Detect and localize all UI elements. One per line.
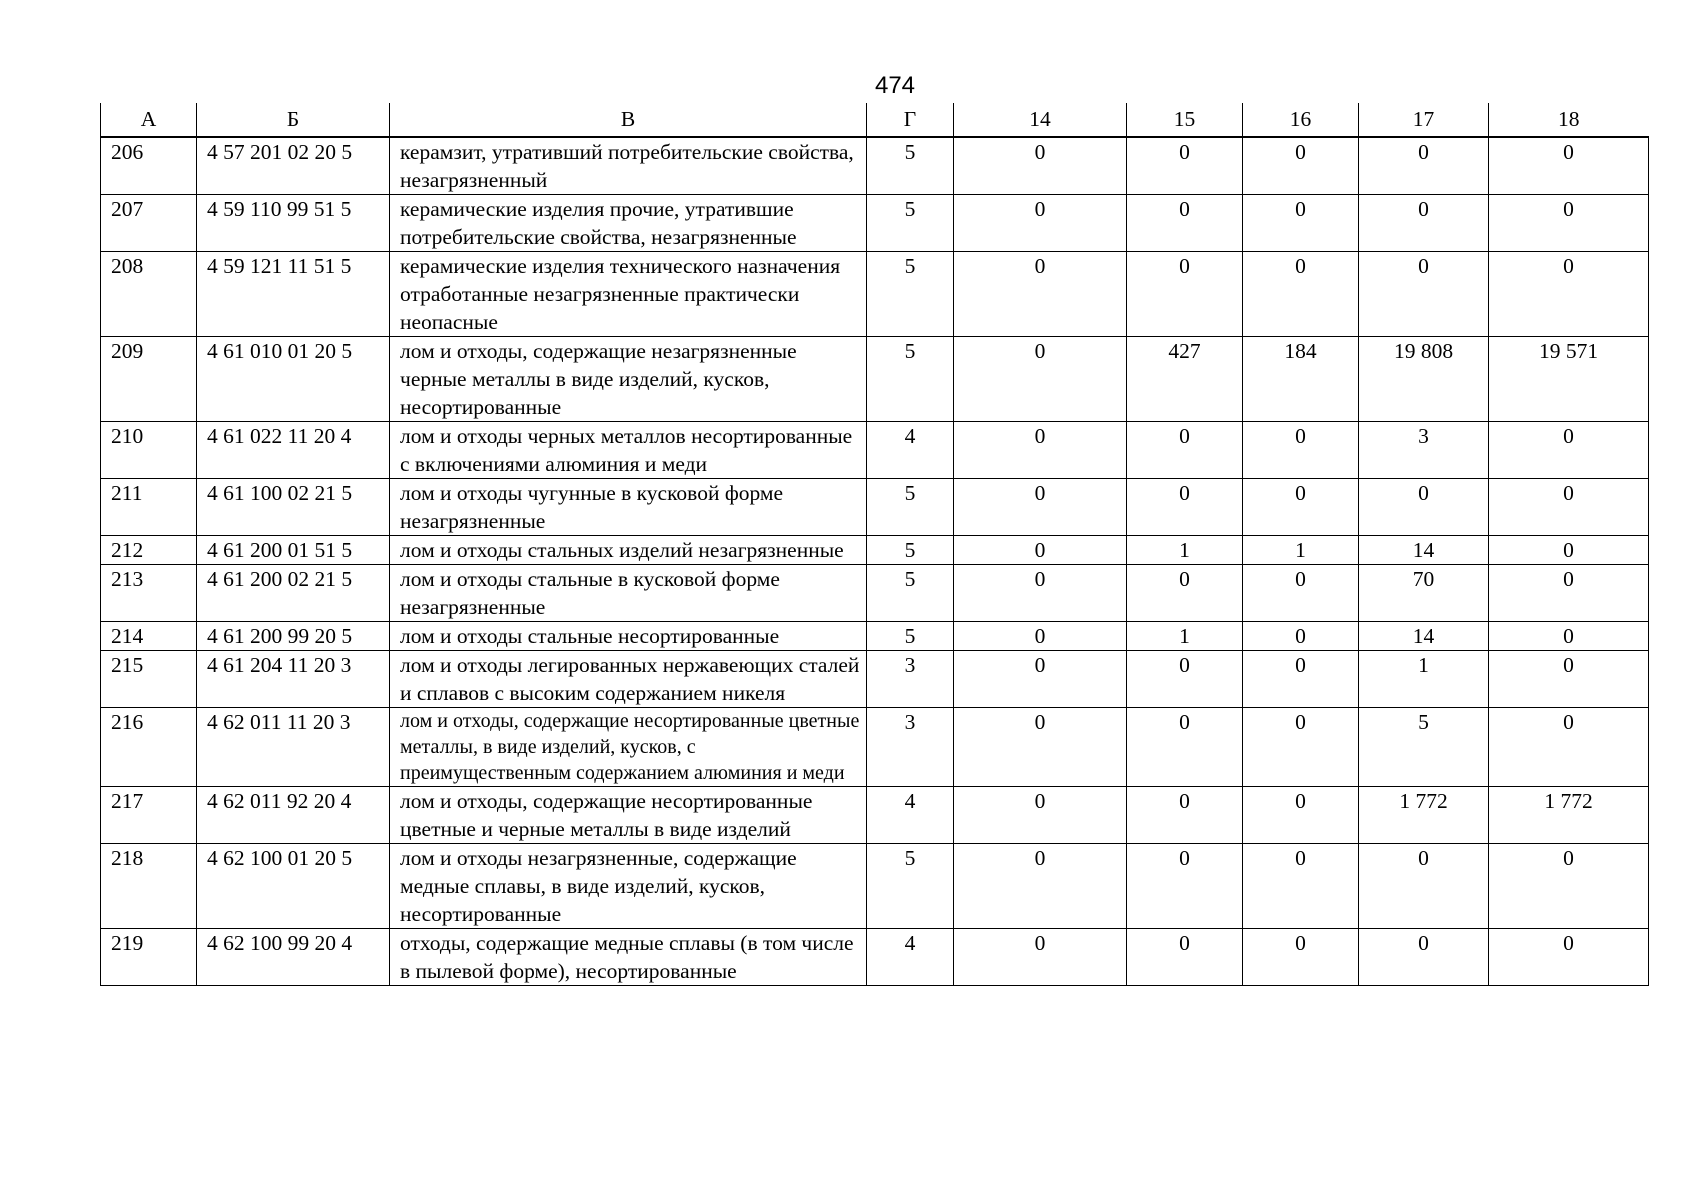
table-row (101, 708, 1649, 787)
cell-hazard-class: 3 (867, 708, 954, 787)
cell-waste-code: 4 62 100 01 20 5 (197, 844, 390, 929)
cell-waste-code: 4 59 121 11 51 5 (197, 252, 390, 337)
cell-waste-code: 4 62 100 99 20 4 (197, 929, 390, 986)
cell-col-18: 0 (1489, 479, 1649, 536)
table-row (101, 651, 1649, 708)
cell-col-15: 0 (1127, 195, 1243, 252)
cell-col-18: 0 (1489, 651, 1649, 708)
cell-col-17: 0 (1359, 479, 1489, 536)
cell-hazard-class: 5 (867, 252, 954, 337)
cell-waste-name: керамические изделия прочие, утратившие потребительские свойства, незагрязненные (390, 195, 867, 252)
cell-col-15: 0 (1127, 787, 1243, 844)
cell-row-number: 217 (101, 787, 197, 844)
cell-row-number: 212 (101, 536, 197, 565)
table-row (101, 137, 1649, 195)
cell-col-14: 0 (954, 252, 1127, 337)
cell-col-14: 0 (954, 622, 1127, 651)
table-row (101, 622, 1649, 651)
cell-col-14: 0 (954, 195, 1127, 252)
cell-waste-name: лом и отходы, содержащие несортированные цветные и черные металлы в виде изделий (390, 787, 867, 844)
cell-col-17: 1 772 (1359, 787, 1489, 844)
cell-hazard-class: 5 (867, 565, 954, 622)
cell-waste-name: лом и отходы легированных нержавеющих сталей и сплавов с высоким содержанием никеля (390, 651, 867, 708)
cell-col-14: 0 (954, 137, 1127, 195)
cell-row-number: 216 (101, 708, 197, 787)
cell-waste-name: лом и отходы стальные несортированные (390, 622, 867, 651)
cell-waste-code: 4 61 022 11 20 4 (197, 422, 390, 479)
cell-row-number: 208 (101, 252, 197, 337)
table-row (101, 536, 1649, 565)
cell-waste-name: лом и отходы черных металлов несортированные с включениями алюминия и меди (390, 422, 867, 479)
cell-waste-name: лом и отходы, содержащие незагрязненные черные металлы в виде изделий, кусков, несортированные (390, 337, 867, 422)
cell-hazard-class: 4 (867, 422, 954, 479)
cell-col-16: 1 (1243, 536, 1359, 565)
cell-col-14: 0 (954, 844, 1127, 929)
cell-col-18: 0 (1489, 422, 1649, 479)
cell-waste-name: лом и отходы стальных изделий незагрязненные (390, 536, 867, 565)
cell-hazard-class: 5 (867, 137, 954, 195)
cell-col-17: 1 (1359, 651, 1489, 708)
cell-waste-code: 4 61 200 01 51 5 (197, 536, 390, 565)
cell-col-14: 0 (954, 337, 1127, 422)
cell-col-16: 184 (1243, 337, 1359, 422)
cell-waste-name: лом и отходы незагрязненные, содержащие медные сплавы, в виде изделий, кусков, несортированные (390, 844, 867, 929)
cell-col-16: 0 (1243, 708, 1359, 787)
header-col-v: В (390, 103, 867, 137)
cell-row-number: 215 (101, 651, 197, 708)
cell-row-number: 206 (101, 137, 197, 195)
header-col-a: А (101, 103, 197, 137)
cell-waste-name: лом и отходы стальные в кусковой форме незагрязненные (390, 565, 867, 622)
cell-col-18: 1 772 (1489, 787, 1649, 844)
cell-col-17: 70 (1359, 565, 1489, 622)
cell-col-17: 14 (1359, 622, 1489, 651)
cell-waste-name: керамические изделия технического назначения отработанные незагрязненные практически неопасные (390, 252, 867, 337)
cell-col-16: 0 (1243, 479, 1359, 536)
cell-row-number: 209 (101, 337, 197, 422)
cell-hazard-class: 5 (867, 622, 954, 651)
cell-col-14: 0 (954, 929, 1127, 986)
table-row (101, 844, 1649, 929)
table-row (101, 422, 1649, 479)
cell-col-15: 0 (1127, 929, 1243, 986)
cell-row-number: 210 (101, 422, 197, 479)
cell-hazard-class: 5 (867, 536, 954, 565)
cell-col-14: 0 (954, 651, 1127, 708)
cell-col-16: 0 (1243, 929, 1359, 986)
cell-col-18: 0 (1489, 565, 1649, 622)
table-row (101, 565, 1649, 622)
cell-waste-name: лом и отходы чугунные в кусковой форме незагрязненные (390, 479, 867, 536)
cell-col-15: 0 (1127, 479, 1243, 536)
cell-waste-code: 4 57 201 02 20 5 (197, 137, 390, 195)
cell-row-number: 213 (101, 565, 197, 622)
cell-col-18: 0 (1489, 929, 1649, 986)
cell-waste-code: 4 59 110 99 51 5 (197, 195, 390, 252)
cell-col-14: 0 (954, 422, 1127, 479)
cell-waste-code: 4 61 200 99 20 5 (197, 622, 390, 651)
cell-hazard-class: 3 (867, 651, 954, 708)
cell-col-15: 0 (1127, 252, 1243, 337)
cell-col-17: 3 (1359, 422, 1489, 479)
cell-hazard-class: 4 (867, 929, 954, 986)
cell-row-number: 207 (101, 195, 197, 252)
cell-col-18: 0 (1489, 536, 1649, 565)
cell-row-number: 214 (101, 622, 197, 651)
cell-col-16: 0 (1243, 137, 1359, 195)
cell-col-15: 0 (1127, 708, 1243, 787)
cell-hazard-class: 5 (867, 195, 954, 252)
cell-col-14: 0 (954, 787, 1127, 844)
cell-col-15: 0 (1127, 137, 1243, 195)
header-col-18: 18 (1489, 103, 1649, 137)
cell-hazard-class: 5 (867, 479, 954, 536)
table-row (101, 929, 1649, 986)
cell-col-17: 19 808 (1359, 337, 1489, 422)
cell-col-18: 0 (1489, 708, 1649, 787)
cell-col-15: 0 (1127, 651, 1243, 708)
waste-registry-table (100, 103, 1649, 986)
cell-col-14: 0 (954, 536, 1127, 565)
cell-col-15: 427 (1127, 337, 1243, 422)
cell-waste-name: отходы, содержащие медные сплавы (в том числе в пылевой форме), несортированные (390, 929, 867, 986)
cell-col-16: 0 (1243, 622, 1359, 651)
table-body (101, 137, 1649, 986)
cell-row-number: 218 (101, 844, 197, 929)
cell-col-18: 19 571 (1489, 337, 1649, 422)
cell-waste-code: 4 61 100 02 21 5 (197, 479, 390, 536)
header-col-16: 16 (1243, 103, 1359, 137)
cell-waste-code: 4 62 011 11 20 3 (197, 708, 390, 787)
cell-waste-code: 4 61 204 11 20 3 (197, 651, 390, 708)
cell-col-17: 0 (1359, 195, 1489, 252)
header-col-15: 15 (1127, 103, 1243, 137)
cell-row-number: 211 (101, 479, 197, 536)
cell-col-17: 5 (1359, 708, 1489, 787)
table-row (101, 787, 1649, 844)
cell-col-17: 0 (1359, 844, 1489, 929)
header-col-17: 17 (1359, 103, 1489, 137)
cell-col-17: 0 (1359, 929, 1489, 986)
header-col-g: Г (867, 103, 954, 137)
header-row (101, 103, 1649, 137)
cell-col-15: 1 (1127, 622, 1243, 651)
cell-waste-name: керамзит, утративший потребительские свойства, незагрязненный (390, 137, 867, 195)
cell-col-18: 0 (1489, 195, 1649, 252)
cell-col-16: 0 (1243, 844, 1359, 929)
cell-col-16: 0 (1243, 651, 1359, 708)
cell-hazard-class: 5 (867, 337, 954, 422)
cell-col-17: 14 (1359, 536, 1489, 565)
cell-col-16: 0 (1243, 787, 1359, 844)
cell-hazard-class: 4 (867, 787, 954, 844)
cell-col-16: 0 (1243, 195, 1359, 252)
page-number: 474 (874, 72, 916, 99)
cell-col-14: 0 (954, 565, 1127, 622)
cell-col-16: 0 (1243, 422, 1359, 479)
cell-waste-name: лом и отходы, содержащие несортированные цветные металлы, в виде изделий, кусков, с преимущественным содержанием алюминия и меди (390, 708, 867, 787)
cell-col-18: 0 (1489, 622, 1649, 651)
table-row (101, 479, 1649, 536)
cell-waste-code: 4 62 011 92 20 4 (197, 787, 390, 844)
cell-col-18: 0 (1489, 844, 1649, 929)
cell-col-15: 1 (1127, 536, 1243, 565)
cell-waste-code: 4 61 010 01 20 5 (197, 337, 390, 422)
table-row (101, 195, 1649, 252)
cell-col-17: 0 (1359, 137, 1489, 195)
cell-col-14: 0 (954, 479, 1127, 536)
header-col-14: 14 (954, 103, 1127, 137)
cell-col-18: 0 (1489, 252, 1649, 337)
cell-col-15: 0 (1127, 565, 1243, 622)
cell-hazard-class: 5 (867, 844, 954, 929)
cell-col-18: 0 (1489, 137, 1649, 195)
cell-col-15: 0 (1127, 422, 1243, 479)
table-row (101, 337, 1649, 422)
cell-col-17: 0 (1359, 252, 1489, 337)
cell-row-number: 219 (101, 929, 197, 986)
cell-col-16: 0 (1243, 252, 1359, 337)
table-row (101, 252, 1649, 337)
cell-waste-code: 4 61 200 02 21 5 (197, 565, 390, 622)
cell-col-15: 0 (1127, 844, 1243, 929)
cell-col-16: 0 (1243, 565, 1359, 622)
cell-col-14: 0 (954, 708, 1127, 787)
header-col-b: Б (197, 103, 390, 137)
